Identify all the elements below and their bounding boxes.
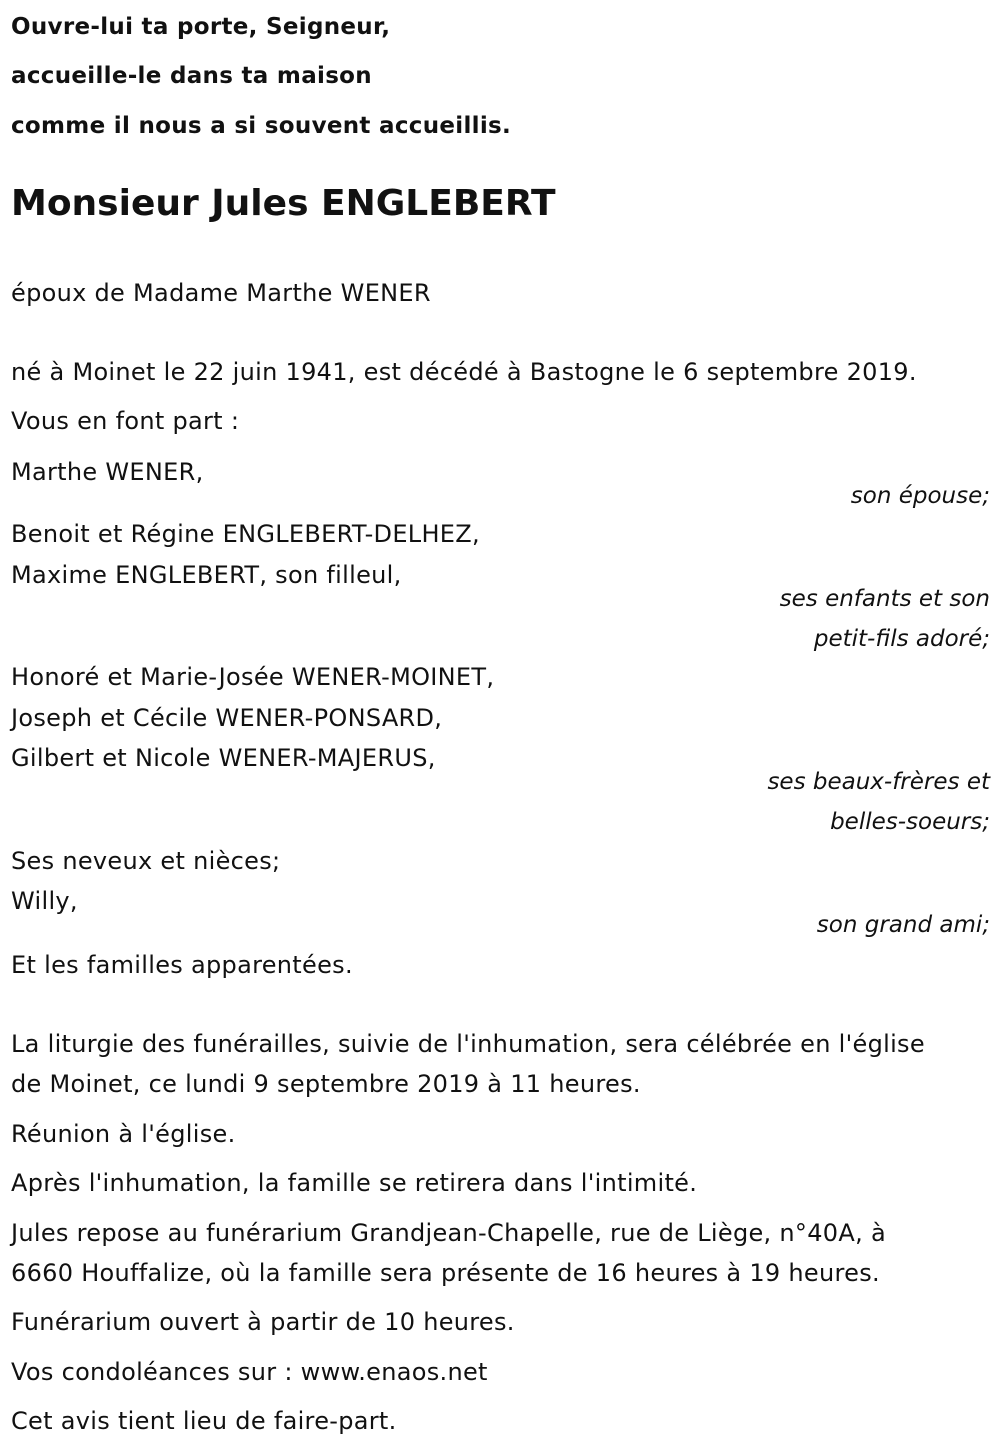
family-member: Honoré et Marie-Josée WENER-MOINET, bbox=[11, 663, 495, 691]
condolences-line: Vos condoléances sur : www.enaos.net bbox=[11, 1358, 488, 1386]
family-role: belles-soeurs; bbox=[830, 809, 990, 835]
funerarium-open-line: Funérarium ouvert à partir de 10 heures. bbox=[11, 1308, 515, 1336]
verse-line: Ouvre-lui ta porte, Seigneur, bbox=[11, 14, 391, 40]
family-role: ses beaux-frères et bbox=[767, 769, 990, 795]
rest-line: 6660 Houffalize, où la famille sera présente de 16 heures à 19 heures. bbox=[11, 1259, 880, 1287]
verse-line: comme il nous a si souvent accueillis. bbox=[11, 113, 512, 139]
family-role: son grand ami; bbox=[816, 912, 990, 938]
family-member: Joseph et Cécile WENER-PONSARD, bbox=[11, 704, 443, 732]
verse-line: accueille-le dans ta maison bbox=[11, 63, 372, 89]
birth-death-line: né à Moinet le 22 juin 1941, est décédé à Bastogne le 6 septembre 2019. bbox=[11, 358, 917, 386]
family-role: ses enfants et son bbox=[779, 586, 990, 612]
notice-line: Cet avis tient lieu de faire-part. bbox=[11, 1407, 397, 1435]
liturgy-line: de Moinet, ce lundi 9 septembre 2019 à 11 heures. bbox=[11, 1070, 641, 1098]
spouse-line: époux de Madame Marthe WENER bbox=[11, 279, 431, 307]
liturgy-line: La liturgie des funérailles, suivie de l'inhumation, sera célébrée en l'église bbox=[11, 1030, 925, 1058]
meeting-line: Réunion à l'église. bbox=[11, 1120, 236, 1148]
family-member: Maxime ENGLEBERT, son filleul, bbox=[11, 561, 402, 589]
family-member: Gilbert et Nicole WENER-MAJERUS, bbox=[11, 744, 436, 772]
family-member: Ses neveux et nièces; bbox=[11, 847, 281, 875]
family-member: Marthe WENER, bbox=[11, 458, 204, 486]
family-member: Benoit et Régine ENGLEBERT-DELHEZ, bbox=[11, 520, 480, 548]
after-line: Après l'inhumation, la famille se retirera dans l'intimité. bbox=[11, 1169, 698, 1197]
announce-intro: Vous en font part : bbox=[11, 407, 240, 435]
family-role: petit-fils adoré; bbox=[813, 626, 990, 652]
deceased-name: Monsieur Jules ENGLEBERT bbox=[11, 183, 556, 224]
family-member: Willy, bbox=[11, 887, 78, 915]
families-line: Et les familles apparentées. bbox=[11, 951, 353, 979]
family-role: son épouse; bbox=[850, 483, 990, 509]
rest-line: Jules repose au funérarium Grandjean-Chapelle, rue de Liège, n°40A, à bbox=[11, 1219, 886, 1247]
